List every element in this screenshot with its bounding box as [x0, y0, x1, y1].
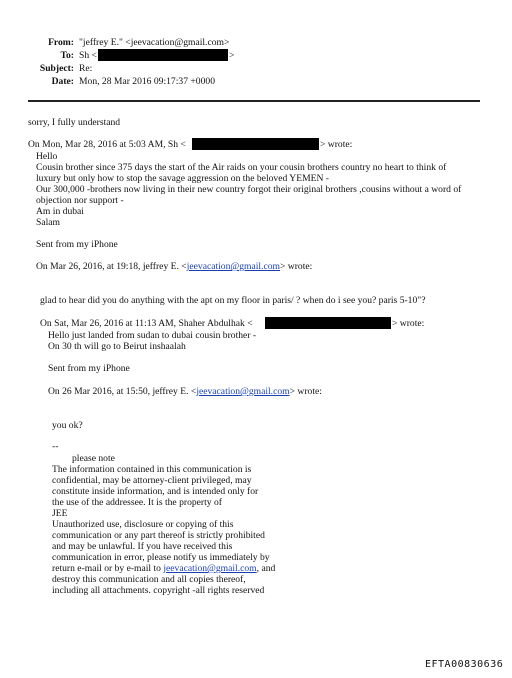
quote3-line: Hello just landed from sudan to dubai cousin brother -: [48, 330, 257, 341]
quote1-line: luxury but only how to stop the savage aggression on the beloved YEMEN -: [36, 173, 330, 184]
signature-line: Unauthorized use, disclosure or copying of this: [52, 519, 234, 530]
signature-line: the use of the addressee. It is the property of: [52, 497, 222, 508]
subject-value: Re:: [79, 63, 93, 74]
signature-line: JEE: [52, 508, 68, 519]
quote1-line: Am in dubai: [36, 206, 84, 217]
quote1-line: objection nor support -: [36, 195, 124, 206]
signature-line: including all attachments. copyright -all rights reserved: [52, 585, 265, 596]
signature-line: constitute inside information, and is intended only for: [52, 486, 259, 497]
quote1-intro-suffix: > wrote:: [320, 139, 353, 150]
quote4-intro-suffix: > wrote:: [289, 386, 322, 397]
quote1-sent: Sent from my iPhone: [36, 239, 118, 250]
quote2-intro-prefix: On Mar 26, 2016, at 19:18, jeffrey E. <: [36, 261, 187, 272]
email-link[interactable]: jeevacation@gmail.com: [196, 386, 290, 397]
signature-line: confidential, may be attorney-client privileged, may: [52, 475, 252, 486]
to-label: To:: [60, 50, 74, 61]
signature-dashes: --: [52, 441, 59, 452]
quote2-intro-suffix: > wrote:: [280, 261, 313, 272]
quote4-line: you ok?: [52, 420, 83, 431]
reply-text: sorry, I fully understand: [28, 117, 121, 128]
signature-line: destroy this communication and all copies thereof,: [52, 574, 246, 585]
redaction-box: [265, 317, 391, 329]
date-value: Mon, 28 Mar 2016 09:17:37 +0000: [79, 76, 215, 87]
date-label: Date:: [51, 76, 74, 87]
quote2-line: glad to hear did you do anything with the apt on my floor in paris/ ? when do i see you? paris 5-10"?: [40, 295, 426, 306]
quote1-line: Cousin brother since 375 days the start of the Air raids on your cousin brothers country no heart to think of: [36, 162, 447, 173]
bates-number: EFTA00830636: [425, 659, 504, 670]
from-label: From:: [48, 37, 74, 48]
quote4-intro-prefix: On 26 Mar 2016, at 15:50, jeffrey E. <: [48, 386, 197, 397]
quote1-line: Our 300,000 -brothers now living in their new country forgot their original brothers ,cousins without a word of: [36, 184, 462, 195]
redaction-box: [98, 49, 228, 61]
quote3-intro-prefix: On Sat, Mar 26, 2016 at 11:13 AM, Shaher Abdulhak <: [40, 318, 253, 329]
quote3-intro-suffix: > wrote:: [392, 318, 425, 329]
email-link[interactable]: jeevacation@gmail.com: [163, 563, 257, 574]
signature-line: please note: [72, 453, 115, 464]
signature-line: communication or any part thereof is strictly prohibited: [52, 530, 265, 541]
quote3-sent: Sent from my iPhone: [48, 363, 130, 374]
redaction-box: [192, 138, 319, 150]
quote1-line: Salam: [36, 217, 60, 228]
quote1-intro-prefix: On Mon, Mar 28, 2016 at 5:03 AM, Sh <: [28, 139, 186, 150]
signature-line: and may be unlawful. If you have received this: [52, 541, 233, 552]
quote4-intro: [48, 386, 322, 397]
from-value: "jeffrey E." <jeevacation@gmail.com>: [79, 37, 230, 48]
signature-return-suffix: , and: [256, 563, 276, 574]
quote2-intro: [36, 261, 312, 272]
to-prefix: Sh <: [79, 50, 97, 61]
quote1-line: Hello: [36, 151, 58, 162]
subject-label: Subject:: [39, 63, 74, 74]
header-divider: [28, 100, 480, 102]
quote3-line: On 30 th will go to Beirut inshaalah: [48, 341, 186, 352]
signature-line: communication in error, please notify us immediately by: [52, 552, 270, 563]
to-suffix: >: [229, 50, 235, 61]
signature-line: The information contained in this communication is: [52, 464, 252, 475]
signature-return-prefix: return e-mail or by e-mail to: [52, 563, 164, 574]
email-link[interactable]: jeevacation@gmail.com: [186, 261, 280, 272]
signature-return-line: [52, 563, 275, 574]
